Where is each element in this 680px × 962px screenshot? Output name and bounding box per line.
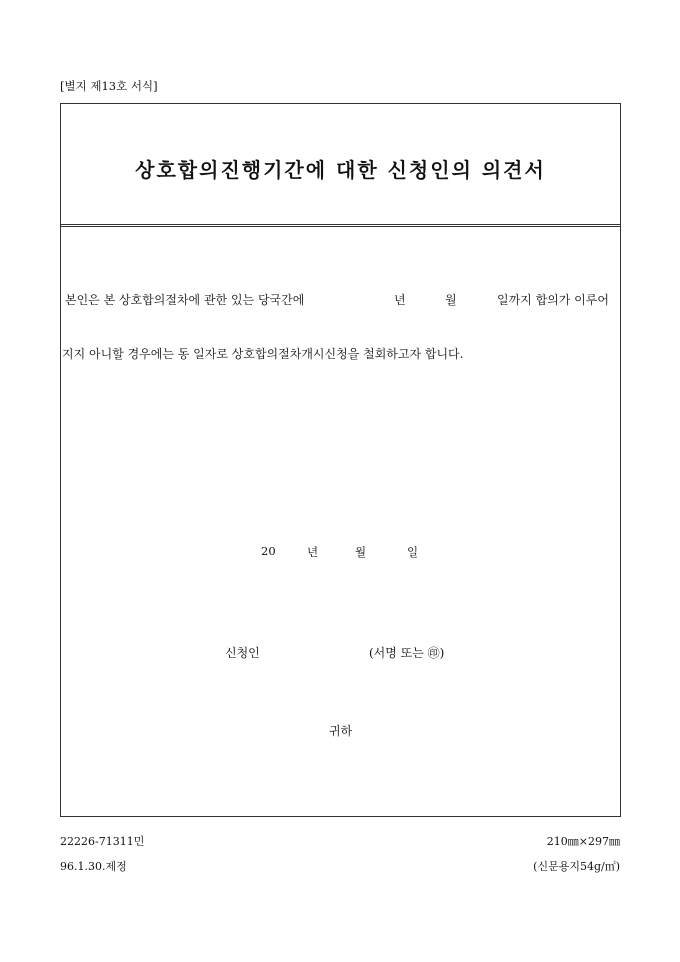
statement-text-b: 일까지 합의가 이루어 <box>497 293 609 307</box>
form-frame <box>60 103 621 817</box>
signature-note: (서명 또는 ㊞) <box>369 646 445 660</box>
paper-size: 210㎜×297㎜ <box>546 835 620 848</box>
date-year-label: 년 <box>307 545 319 559</box>
statement-month-label: 월 <box>445 293 457 307</box>
date-century: 20 <box>261 544 276 558</box>
date-day-label: 일 <box>407 545 419 559</box>
form-code: 22226-71311민 <box>60 835 145 848</box>
title-section <box>61 104 620 227</box>
statement-line-2: 지지 아니할 경우에는 동 일자로 상호합의절차개시신청을 철회하고자 합니다. <box>62 347 464 361</box>
statement-year-label: 년 <box>394 293 406 307</box>
form-number-label: [별지 제13호 서식] <box>60 79 158 93</box>
statement-text-a: 본인은 본 상호합의절차에 관한 있는 당국간에 <box>65 293 305 307</box>
date-month-label: 월 <box>355 545 367 559</box>
paper-spec: (신문용지54g/㎡) <box>533 860 620 873</box>
document-title: 상호합의진행기간에 대한 신청인의 의견서 <box>135 158 546 182</box>
recipient-label: 귀하 <box>329 724 353 738</box>
enactment-date: 96.1.30.제정 <box>60 860 127 873</box>
applicant-label: 신청인 <box>225 646 260 660</box>
